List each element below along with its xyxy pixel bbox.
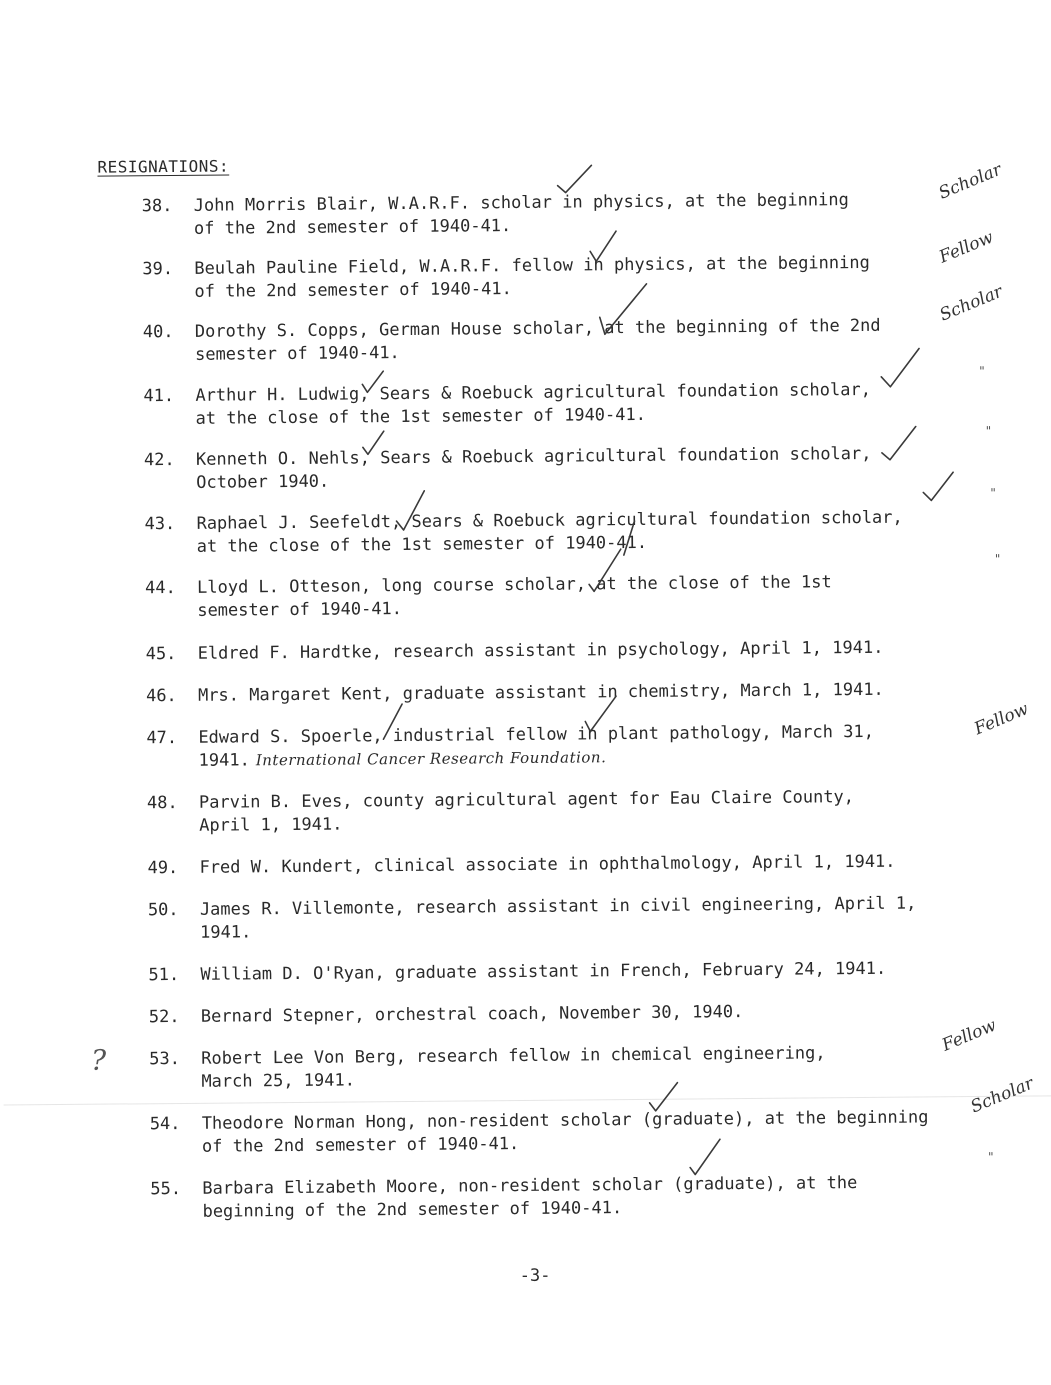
ditto-mark: " [988, 1149, 994, 1164]
item-number: 39. [142, 259, 174, 280]
item-line: October 1940. [196, 471, 330, 493]
item-line: Arthur H. Ludwig, Sears & Roebuck agricultural foundation scholar, [195, 379, 871, 406]
item-line: Parvin B. Eves, county agricultural agent for Eau Claire County, [198, 787, 855, 813]
margin-note-fellow: Fellow [971, 699, 1032, 740]
ditto-mark: " [985, 423, 992, 438]
resignation-item [145, 570, 935, 623]
item-line: of the 2nd semester of 1940-41. [193, 216, 512, 239]
item-line: Theodore Norman Hong, non-resident scholar (graduate), at the beginning [201, 1107, 929, 1134]
resignation-item [144, 442, 934, 495]
item-line: Eldred F. Hardtke, research assistant in psychology, April 1, 1941. [197, 637, 884, 664]
resignation-item [148, 957, 938, 987]
item-number: 44. [145, 578, 176, 599]
question-mark-annotation: ? [91, 1043, 107, 1077]
item-number: 38. [141, 196, 173, 217]
handwritten-note: International Cancer Research Foundation. [255, 748, 607, 770]
item-line: Beulah Pauline Field, W.A.R.F. fellow in physics, at the beginning [194, 252, 870, 279]
item-line: of the 2nd semester of 1940-41. [194, 279, 512, 302]
ditto-mark: " [994, 551, 1001, 566]
item-line: April 1, 1941. [199, 814, 343, 836]
item-line: semester of 1940-41. [197, 599, 403, 621]
resignation-item [146, 636, 936, 666]
item-number: 54. [149, 1113, 181, 1135]
resignation-item [143, 378, 933, 431]
fold-line [4, 1095, 1051, 1105]
resignation-item [150, 1106, 940, 1159]
resignation-item [149, 999, 939, 1029]
item-line: 1941. [200, 922, 252, 943]
margin-note-scholar: Scholar [967, 1073, 1037, 1118]
item-line: at the close of the 1st semester of 1940-41. [196, 532, 648, 557]
resignation-item [149, 1041, 939, 1094]
page-number: -3- [519, 1265, 551, 1287]
margin-note-scholar: Scholar [936, 281, 1006, 326]
item-number: 40. [142, 322, 174, 343]
resignation-item [143, 314, 933, 367]
item-number: 49. [147, 857, 179, 879]
item-line: of the 2nd semester of 1940-41. [201, 1134, 520, 1157]
item-number: 47. [146, 727, 178, 749]
resignation-item [146, 720, 936, 773]
resignation-item [144, 506, 934, 559]
item-number: 55. [150, 1178, 182, 1200]
item-number: 50. [147, 899, 179, 921]
margin-note-fellow: Fellow [939, 1015, 1000, 1056]
section-heading: RESIGNATIONS: [97, 156, 230, 177]
resignation-item [142, 251, 932, 304]
resignation-item [150, 1171, 940, 1224]
item-line: Lloyd L. Otteson, long course scholar, at the close of the 1st [197, 572, 832, 598]
item-line: 1941. [198, 750, 250, 771]
resignation-item [147, 850, 937, 880]
item-number: 41. [143, 386, 175, 407]
item-number: 52. [148, 1006, 180, 1028]
margin-note-scholar: Scholar [935, 159, 1005, 204]
resignation-item [147, 785, 937, 838]
item-line: semester of 1940-41. [194, 343, 400, 365]
item-line: Edward S. Spoerle, industrial fellow in plant pathology, March 31, [198, 721, 874, 748]
item-line: Robert Lee Von Berg, research fellow in chemical engineering, [201, 1043, 826, 1069]
item-number: 45. [145, 643, 177, 665]
item-number: 46. [145, 685, 177, 707]
item-line: Kenneth O. Nehls, Sears & Roebuck agricultural foundation scholar, [195, 443, 872, 470]
item-line: Dorothy S. Copps, German House scholar, at the beginning of the 2nd [194, 315, 881, 342]
margin-note-fellow: Fellow [936, 227, 997, 268]
item-number: 42. [143, 450, 175, 471]
item-line: Raphael J. Seefeldt, Sears & Roebuck agricultural foundation scholar, [196, 507, 903, 534]
item-line: March 25, 1941. [201, 1070, 356, 1092]
item-number: 51. [148, 964, 180, 986]
item-line: at the close of the 1st semester of 1940-41. [195, 404, 647, 429]
resignation-item [142, 188, 932, 241]
ditto-mark: " [990, 485, 996, 500]
item-line: William D. O'Ryan, graduate assistant in French, February 24, 1941. [200, 958, 887, 985]
check-mark-icon [557, 165, 591, 192]
resignation-item [146, 678, 936, 708]
item-line: Mrs. Margaret Kent, graduate assistant in chemistry, March 1, 1941. [197, 679, 884, 706]
resignation-item [148, 892, 938, 945]
item-line: Fred W. Kundert, clinical associate in ophthalmology, April 1, 1941. [199, 851, 896, 878]
item-line: James R. Villemonte, research assistant in civil engineering, April 1, [199, 893, 917, 920]
ditto-mark: " [979, 363, 985, 378]
item-number: 43. [144, 514, 176, 535]
item-line: beginning of the 2nd semester of 1940-41. [202, 1198, 623, 1222]
item-number: 53. [149, 1048, 181, 1070]
item-line: John Morris Blair, W.A.R.F. scholar in physics, at the beginning [193, 190, 849, 216]
item-line: Barbara Elizabeth Moore, non-resident scholar (graduate), at the [202, 1173, 858, 1199]
item-line: Bernard Stepner, orchestral coach, November 30, 1940. [200, 1002, 744, 1027]
item-number: 48. [146, 792, 178, 814]
